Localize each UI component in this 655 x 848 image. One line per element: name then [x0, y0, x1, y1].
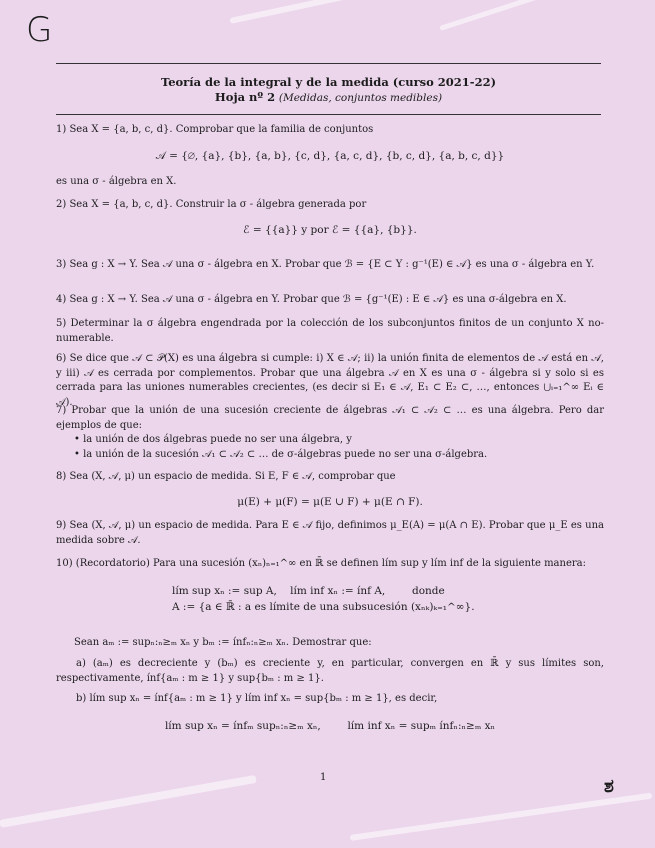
- decorative-streak: [439, 0, 645, 31]
- exercise-10-formula-2: A := {a ∈ ℝ̄ : a es límite de una subsucesión (xₙₖ)ₖ₌₁^∞}.: [172, 601, 475, 613]
- exercise-3: 3) Sea g : X → Y. Sea 𝒜 una σ - álgebra en X. Probar que ℬ = {E ⊂ Y : g⁻¹(E) ∈ 𝒜} es una σ - álgebra en Y.: [56, 259, 595, 270]
- exercise-10-sean: Sean aₘ := supₙ:ₙ≥ₘ xₙ y bₘ := ínfₙ:ₙ≥ₘ xₙ. Demostrar que:: [74, 637, 372, 648]
- exercise-8-formula: μ(E) + μ(F) = μ(E ∪ F) + μ(E ∩ F).: [237, 496, 423, 508]
- exercise-8: 8) Sea (X, 𝒜, μ) un espacio de medida. Si E, F ∈ 𝒜, comprobar que: [56, 471, 396, 482]
- exercise-7-bullet-2: • la unión de la sucesión 𝒜₁ ⊂ 𝒜₂ ⊂ … de σ-álgebras puede no ser una σ-álgebra.: [74, 449, 488, 460]
- sheet-topic: (Medidas, conjuntos medibles): [278, 92, 443, 104]
- exercise-10-formula-1: lím sup xₙ := sup A, lím inf xₙ := ínf A, donde: [172, 585, 445, 597]
- decorative-streak: [0, 775, 257, 828]
- document-title: Teoría de la integral y de la medida (curso 2021-22): [160, 75, 497, 89]
- sheet-heading: [56, 90, 601, 104]
- exercise-4: 4) Sea g : X → Y. Sea 𝒜 una σ - álgebra en Y. Probar que ℬ = {g⁻¹(E) : E ∈ 𝒜} es una σ-álgebra en X.: [56, 294, 567, 305]
- exercise-1-formula: 𝒜 = {∅, {a}, {b}, {a, b}, {c, d}, {a, c, d}, {b, c, d}, {a, b, c, d}}: [155, 150, 505, 162]
- exercise-7: 7) Probar que la unión de una sucesión creciente de álgebras 𝒜₁ ⊂ 𝒜₂ ⊂ … es una álgebra. Pero dar ejemplos de que:: [56, 405, 604, 431]
- exercise-10: 10) (Recordatorio) Para una sucesión (xₙ)ₙ₌₁^∞ en ℝ̄ se definen lím sup y lím inf de la siguiente manera:: [56, 558, 586, 569]
- exercise-6: 6) Se dice que 𝒜 ⊂ 𝒫(X) es una álgebra si cumple: i) X ∈ 𝒜; ii) la unión finita de elementos de 𝒜 está en 𝒜, y iii) 𝒜 es cerrada por complementos. Probar que una álgebra 𝒜 en X es una σ - álgebra si y solo si es cerrada para las uniones numerables crecientes, (es decir si E₁ ∈ 𝒜, E₁ ⊂ E₂ ⊂, …, entonces ⋃ᵢ₌₁^∞ Eᵢ ∈ 𝒜).: [56, 353, 604, 408]
- exercise-7-bullet-1: • la unión de dos álgebras puede no ser una álgebra, y: [74, 434, 352, 445]
- header-bottom-rule: [56, 114, 601, 115]
- header-top-rule: [56, 63, 601, 64]
- sheet-number: Hoja nº 2: [214, 90, 276, 104]
- page-number: 1: [320, 772, 327, 783]
- exercise-10-part-b: b) lím sup xₙ = ínf{aₘ : m ≥ 1} y lím inf xₙ = sup{bₘ : m ≥ 1}, es decir,: [76, 693, 438, 704]
- exercise-9: 9) Sea (X, 𝒜, μ) un espacio de medida. Para E ∈ 𝒜 fijo, definimos μ_E(A) = μ(A ∩ E). Probar que μ_E es una medida sobre 𝒜.: [56, 520, 604, 546]
- exercise-2: 2) Sea X = {a, b, c, d}. Construir la σ - álgebra generada por: [56, 199, 367, 210]
- exercise-1: 1) Sea X = {a, b, c, d}. Comprobar que la familia de conjuntos: [56, 124, 374, 135]
- exercise-10-formula-3: lím sup xₙ = ínfₘ supₙ:ₙ≥ₘ xₙ, lím inf xₙ = supₘ ínfₙ:ₙ≥ₘ xₙ: [164, 720, 496, 732]
- exercise-10-part-a: a) (aₘ) es decreciente y (bₘ) es creciente y, en particular, convergen en ℝ̄ y sus límites son, respectivamente, ínf{aₘ : m ≥ 1} y sup{bₘ : m ≥ 1}.: [56, 658, 604, 684]
- decorative-streak: [350, 793, 653, 841]
- exercise-1-tail: es una σ - álgebra en X.: [56, 176, 177, 187]
- exercise-2-formula: ℰ = {{a}} y por ℰ = {{a}, {b}}.: [243, 224, 417, 236]
- handwritten-mark-top: G: [26, 10, 53, 50]
- handwritten-mark-bottom: ಶ: [604, 776, 614, 797]
- exercise-5: 5) Determinar la σ álgebra engendrada por la colección de los subconjuntos finitos de un conjunto X no-numerable.: [56, 318, 604, 344]
